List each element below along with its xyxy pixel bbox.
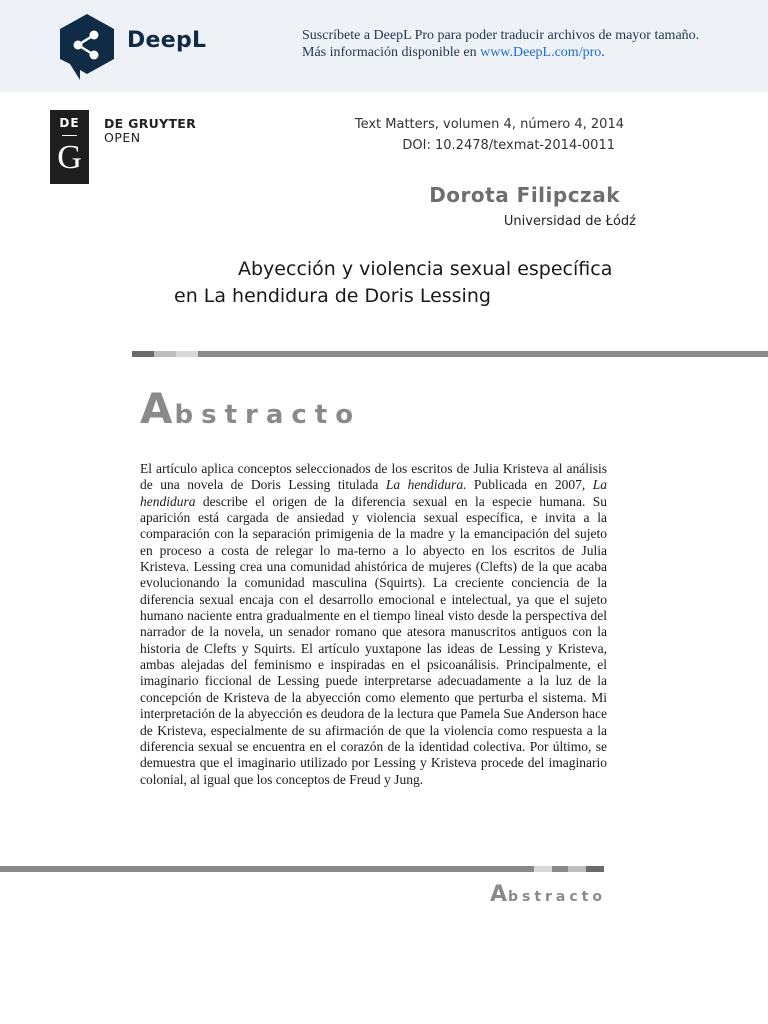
- logo-divider: [62, 135, 77, 136]
- divider-segment: [176, 351, 198, 357]
- logo-g-text: G: [57, 139, 82, 176]
- bottom-divider: [0, 866, 604, 872]
- divider-segment: [154, 351, 176, 357]
- abstract-text: Publicada en 2007,: [466, 477, 593, 493]
- abstract-heading-rest: bstracto: [174, 400, 362, 430]
- author-affiliation: Universidad de Łódź: [503, 214, 636, 229]
- abstract-italic-title: La hendidura: [140, 477, 607, 509]
- deepl-banner: [0, 0, 768, 92]
- abstract-heading-cap: A: [140, 384, 175, 433]
- de-gruyter-logo: [50, 110, 89, 184]
- divider-segment: [568, 866, 586, 872]
- deepl-brand-name[interactable]: DeepL: [127, 28, 207, 53]
- deepl-share-icon[interactable]: [56, 12, 118, 80]
- abstract-heading: [140, 384, 361, 433]
- divider-segment: [586, 866, 604, 872]
- publisher-name: DE GRUYTER: [104, 116, 197, 131]
- publisher-sub: OPEN: [104, 130, 141, 145]
- section-footer: [490, 882, 606, 907]
- footer-rest: bstracto: [507, 889, 606, 905]
- footer-cap: A: [489, 882, 508, 907]
- author-name: Dorota Filipczak: [429, 183, 620, 207]
- article-title: Abyección y violencia sexual específica en La hendidura de Doris Lessing: [174, 258, 613, 307]
- abstract-text: El artículo aplica conceptos seleccionados de los escritos de Julia Kristeva al análisis de una novela de Doris Lessing titulada: [140, 461, 607, 493]
- abstract-body: [140, 461, 607, 788]
- banner-line-2: [302, 44, 699, 61]
- banner-line-2-prefix: Más información disponible en: [302, 45, 481, 60]
- deepl-pro-link[interactable]: www.DeepL.com/pro: [480, 45, 602, 60]
- abstract-text: describe el origen de la diferencia sexual en la especie humana. Su aparición está cargada de ansiedad y violencia sexual específica, e invita a la comparación con la separación primigenia de la madre y la emancipación del sujeto en proceso a costa de relegar lo ma-terno a lo abyecto en los escritos de Julia Kristeva. Lessing crea una comunidad ahistórica de mujeres (Clefts) de la que acaba evolucionando la comunidad masculina (Squirts). La creciente conciencia de la diferencia sexual encaja con el desarrollo emocional e intelectual, ya que el sujeto humano naciente entra gradualmente en el tiempo lineal visto desde la perspectiva del narrador de la novela, un senador romano que atesora manuscritos antiguos con la historia de Clefts y Squirts. El artículo yuxtapone las ideas de Lessing y Kristeva, ambas alejadas del feminismo e inspiradas en el psicoanálisis. Principalmente, el imaginario ficcional de Lessing puede interpretarse adecuadamente a la luz de la concepción de Kristeva de la abyección como elemento que perturba el sistema. Mi interpretación de la abyección es deudora de la lectura que Pamela Sue Anderson hace de Kristeva, especialmente de su afirmación de que la violencia como respuesta a la diferencia sexual se encuentra en el corazón de la identidad colectiva. Por último, se demuestra que el imaginario utilizado por Lessing y Kristeva procede del imaginario colonial, al igual que los conceptos de Freud y Jung.: [140, 493, 607, 787]
- divider-segment: [534, 866, 552, 872]
- doi: DOI: 10.2478/texmat-2014-0011: [402, 138, 615, 153]
- banner-line-2-suffix: .: [601, 45, 605, 60]
- divider-segment: [132, 351, 154, 357]
- abstract-italic-title: La hendidura.: [385, 477, 467, 493]
- journal-citation: Text Matters, volumen 4, número 4, 2014: [354, 117, 624, 132]
- banner-line-1: Suscríbete a DeepL Pro para poder traducir archivos de mayor tamaño.: [302, 28, 700, 43]
- logo-de-text: DE: [59, 116, 80, 130]
- banner-message: [302, 27, 699, 61]
- top-divider: [132, 351, 768, 357]
